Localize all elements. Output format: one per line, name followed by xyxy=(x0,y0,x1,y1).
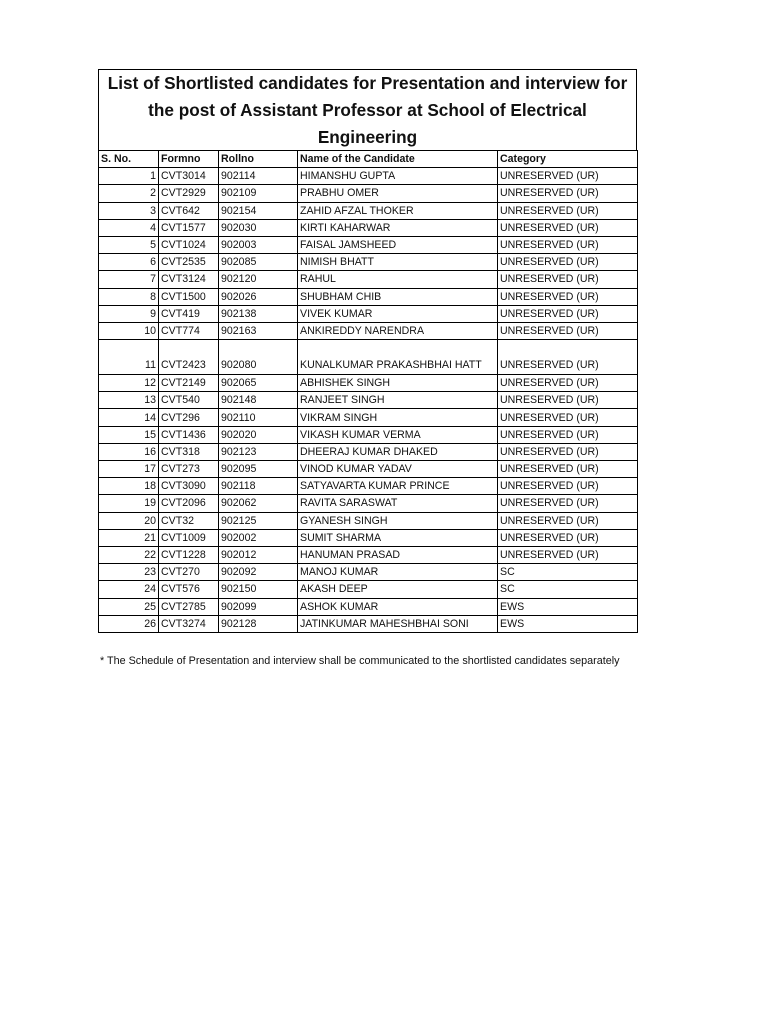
cell-rollno: 902110 xyxy=(219,409,298,426)
cell-sno: 5 xyxy=(99,236,159,253)
cell-rollno: 902003 xyxy=(219,236,298,253)
header-rollno: Rollno xyxy=(219,151,298,168)
cell-name: SHUBHAM CHIB xyxy=(298,288,498,305)
cell-category: SC xyxy=(498,564,638,581)
cell-category: UNRESERVED (UR) xyxy=(498,461,638,478)
cell-name: NIMISH BHATT xyxy=(298,254,498,271)
cell-rollno: 902012 xyxy=(219,546,298,563)
cell-rollno: 902163 xyxy=(219,322,298,339)
table-row xyxy=(99,529,638,546)
cell-formno: CVT318 xyxy=(159,443,219,460)
cell-formno: CVT3124 xyxy=(159,271,219,288)
table-row xyxy=(99,288,638,305)
cell-formno: CVT270 xyxy=(159,564,219,581)
cell-rollno: 902065 xyxy=(219,375,298,392)
cell-rollno: 902002 xyxy=(219,529,298,546)
cell-formno: CVT576 xyxy=(159,581,219,598)
table-row xyxy=(99,202,638,219)
table-row xyxy=(99,478,638,495)
cell-sno: 17 xyxy=(99,461,159,478)
cell-formno: CVT2096 xyxy=(159,495,219,512)
cell-rollno: 902123 xyxy=(219,443,298,460)
cell-name: VIKASH KUMAR VERMA xyxy=(298,426,498,443)
cell-name: VINOD KUMAR YADAV xyxy=(298,461,498,478)
cell-formno: CVT2149 xyxy=(159,375,219,392)
cell-sno: 10 xyxy=(99,322,159,339)
cell-category: UNRESERVED (UR) xyxy=(498,443,638,460)
cell-sno: 2 xyxy=(99,185,159,202)
cell-category: EWS xyxy=(498,615,638,632)
cell-name: FAISAL JAMSHEED xyxy=(298,236,498,253)
title-box xyxy=(98,69,637,150)
cell-formno: CVT1024 xyxy=(159,236,219,253)
table-row xyxy=(99,322,638,339)
cell-name: SATYAVARTA KUMAR PRINCE xyxy=(298,478,498,495)
cell-category: EWS xyxy=(498,598,638,615)
document-title: List of Shortlisted candidates for Presentation and interview for the post of Assistant Professor at School of Electrical Engineering xyxy=(107,72,628,147)
cell-sno: 23 xyxy=(99,564,159,581)
cell-sno: 22 xyxy=(99,546,159,563)
cell-formno: CVT419 xyxy=(159,305,219,322)
cell-formno: CVT3014 xyxy=(159,168,219,185)
cell-category: UNRESERVED (UR) xyxy=(498,512,638,529)
cell-sno: 4 xyxy=(99,219,159,236)
table-body xyxy=(99,168,638,633)
cell-sno: 26 xyxy=(99,615,159,632)
cell-category: UNRESERVED (UR) xyxy=(498,236,638,253)
table-row xyxy=(99,598,638,615)
table-row xyxy=(99,271,638,288)
cell-formno: CVT2929 xyxy=(159,185,219,202)
footnote: * The Schedule of Presentation and interview shall be communicated to the shortlisted candidates separately xyxy=(100,655,620,667)
table-row xyxy=(99,254,638,271)
cell-formno: CVT2785 xyxy=(159,598,219,615)
cell-rollno: 902125 xyxy=(219,512,298,529)
header-sno: S. No. xyxy=(99,151,159,168)
cell-rollno: 902138 xyxy=(219,305,298,322)
cell-name: HANUMAN PRASAD xyxy=(298,546,498,563)
table-row xyxy=(99,564,638,581)
cell-formno: CVT296 xyxy=(159,409,219,426)
shortlist-sheet xyxy=(98,69,637,633)
cell-formno: CVT1436 xyxy=(159,426,219,443)
cell-category: UNRESERVED (UR) xyxy=(498,529,638,546)
cell-sno: 20 xyxy=(99,512,159,529)
cell-formno: CVT273 xyxy=(159,461,219,478)
cell-rollno: 902062 xyxy=(219,495,298,512)
cell-rollno: 902120 xyxy=(219,271,298,288)
cell-category: UNRESERVED (UR) xyxy=(498,409,638,426)
cell-rollno: 902128 xyxy=(219,615,298,632)
table-row xyxy=(99,461,638,478)
cell-category: UNRESERVED (UR) xyxy=(498,375,638,392)
cell-category: UNRESERVED (UR) xyxy=(498,185,638,202)
cell-category: UNRESERVED (UR) xyxy=(498,546,638,563)
table-row xyxy=(99,581,638,598)
cell-name: ANKIREDDY NARENDRA xyxy=(298,322,498,339)
cell-category: UNRESERVED (UR) xyxy=(498,271,638,288)
table-row xyxy=(99,426,638,443)
cell-formno: CVT2535 xyxy=(159,254,219,271)
cell-sno: 6 xyxy=(99,254,159,271)
cell-category: UNRESERVED (UR) xyxy=(498,168,638,185)
cell-sno: 1 xyxy=(99,168,159,185)
cell-formno: CVT774 xyxy=(159,322,219,339)
cell-rollno: 902092 xyxy=(219,564,298,581)
table-header-row xyxy=(99,151,638,168)
cell-name: JATINKUMAR MAHESHBHAI SONI xyxy=(298,615,498,632)
cell-formno: CVT642 xyxy=(159,202,219,219)
cell-sno: 18 xyxy=(99,478,159,495)
cell-sno: 13 xyxy=(99,392,159,409)
header-name: Name of the Candidate xyxy=(298,151,498,168)
cell-formno: CVT540 xyxy=(159,392,219,409)
cell-rollno: 902020 xyxy=(219,426,298,443)
table-row xyxy=(99,236,638,253)
cell-name: KUNALKUMAR PRAKASHBHAI HATT xyxy=(298,340,498,375)
cell-formno: CVT1009 xyxy=(159,529,219,546)
cell-sno: 3 xyxy=(99,202,159,219)
cell-sno: 15 xyxy=(99,426,159,443)
table-row xyxy=(99,340,638,375)
cell-category: UNRESERVED (UR) xyxy=(498,202,638,219)
cell-formno: CVT32 xyxy=(159,512,219,529)
cell-name: HIMANSHU GUPTA xyxy=(298,168,498,185)
header-category: Category xyxy=(498,151,638,168)
cell-formno: CVT1577 xyxy=(159,219,219,236)
cell-category: UNRESERVED (UR) xyxy=(498,478,638,495)
cell-sno: 12 xyxy=(99,375,159,392)
table-row xyxy=(99,168,638,185)
cell-category: UNRESERVED (UR) xyxy=(498,219,638,236)
cell-name: MANOJ KUMAR xyxy=(298,564,498,581)
table-row xyxy=(99,512,638,529)
cell-category: UNRESERVED (UR) xyxy=(498,305,638,322)
cell-name: ABHISHEK SINGH xyxy=(298,375,498,392)
cell-sno: 19 xyxy=(99,495,159,512)
table-row xyxy=(99,546,638,563)
cell-rollno: 902026 xyxy=(219,288,298,305)
cell-rollno: 902095 xyxy=(219,461,298,478)
cell-rollno: 902114 xyxy=(219,168,298,185)
cell-name: ASHOK KUMAR xyxy=(298,598,498,615)
cell-name: GYANESH SINGH xyxy=(298,512,498,529)
cell-name: AKASH DEEP xyxy=(298,581,498,598)
header-formno: Formno xyxy=(159,151,219,168)
cell-name: VIKRAM SINGH xyxy=(298,409,498,426)
cell-name: RAHUL xyxy=(298,271,498,288)
table-row xyxy=(99,409,638,426)
cell-rollno: 902154 xyxy=(219,202,298,219)
cell-category: UNRESERVED (UR) xyxy=(498,288,638,305)
cell-category: UNRESERVED (UR) xyxy=(498,426,638,443)
cell-name: DHEERAJ KUMAR DHAKED xyxy=(298,443,498,460)
cell-rollno: 902118 xyxy=(219,478,298,495)
cell-category: UNRESERVED (UR) xyxy=(498,392,638,409)
cell-name: ZAHID AFZAL THOKER xyxy=(298,202,498,219)
cell-sno: 16 xyxy=(99,443,159,460)
cell-sno: 11 xyxy=(99,340,159,375)
cell-name: RANJEET SINGH xyxy=(298,392,498,409)
cell-sno: 8 xyxy=(99,288,159,305)
candidates-table xyxy=(98,150,638,633)
cell-rollno: 902030 xyxy=(219,219,298,236)
cell-sno: 9 xyxy=(99,305,159,322)
table-row xyxy=(99,392,638,409)
cell-formno: CVT1500 xyxy=(159,288,219,305)
table-row xyxy=(99,495,638,512)
table-row xyxy=(99,375,638,392)
cell-category: UNRESERVED (UR) xyxy=(498,254,638,271)
cell-name: PRABHU OMER xyxy=(298,185,498,202)
cell-formno: CVT2423 xyxy=(159,340,219,375)
cell-rollno: 902148 xyxy=(219,392,298,409)
cell-sno: 7 xyxy=(99,271,159,288)
cell-name: RAVITA SARASWAT xyxy=(298,495,498,512)
cell-name: KIRTI KAHARWAR xyxy=(298,219,498,236)
cell-rollno: 902080 xyxy=(219,340,298,375)
cell-formno: CVT3274 xyxy=(159,615,219,632)
cell-rollno: 902099 xyxy=(219,598,298,615)
table-row xyxy=(99,185,638,202)
cell-sno: 21 xyxy=(99,529,159,546)
cell-rollno: 902109 xyxy=(219,185,298,202)
table-row xyxy=(99,305,638,322)
cell-sno: 25 xyxy=(99,598,159,615)
cell-rollno: 902085 xyxy=(219,254,298,271)
cell-sno: 14 xyxy=(99,409,159,426)
table-row xyxy=(99,443,638,460)
cell-category: UNRESERVED (UR) xyxy=(498,495,638,512)
cell-formno: CVT3090 xyxy=(159,478,219,495)
cell-category: UNRESERVED (UR) xyxy=(498,340,638,375)
cell-formno: CVT1228 xyxy=(159,546,219,563)
cell-name: SUMIT SHARMA xyxy=(298,529,498,546)
cell-category: UNRESERVED (UR) xyxy=(498,322,638,339)
cell-sno: 24 xyxy=(99,581,159,598)
cell-category: SC xyxy=(498,581,638,598)
table-row xyxy=(99,219,638,236)
cell-rollno: 902150 xyxy=(219,581,298,598)
table-row xyxy=(99,615,638,632)
cell-name: VIVEK KUMAR xyxy=(298,305,498,322)
